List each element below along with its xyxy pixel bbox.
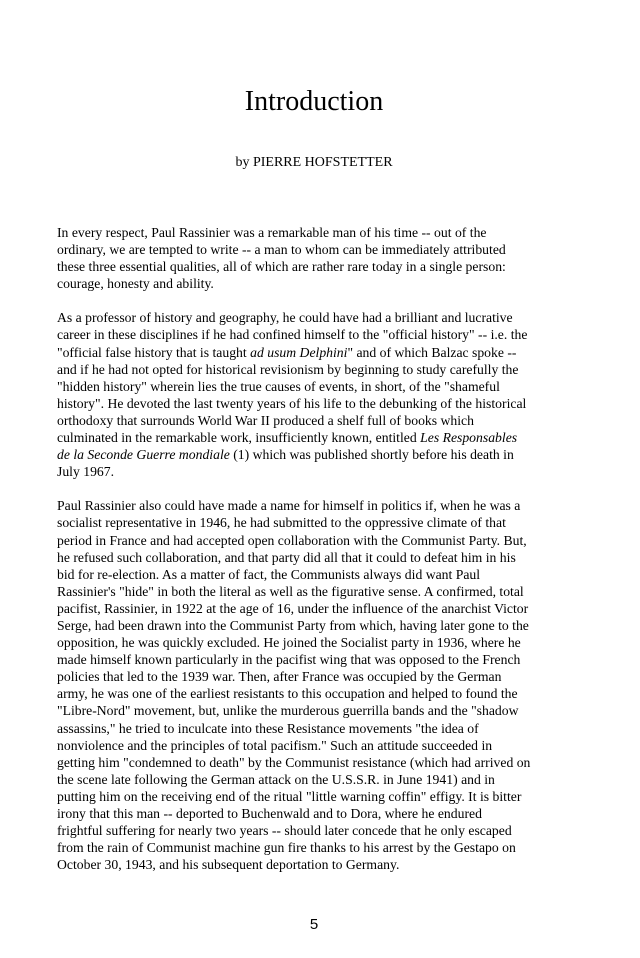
text-segment: Paul Rassinier also could have made a name for himself in politics if, when he was a [57, 498, 521, 514]
text-segment: period in France and had accepted open collaboration with the Communist Party. But, [57, 532, 527, 548]
author-byline: by PIERRE HOFSTETTER [235, 155, 393, 170]
text-segment: October 30, 1943, and his subsequent deportation to Germany. [57, 857, 400, 873]
text-line [57, 822, 577, 839]
text-segment: July 1967. [57, 464, 115, 480]
text-segment: army, he was one of the earliest resistants to this occupation and helped to found the [57, 686, 518, 702]
text-segment: "official false history that is taught [57, 344, 251, 360]
text-segment: Serge, had been drawn into the Communist Party from which, having later gone to the [57, 617, 529, 633]
paragraph [57, 309, 577, 480]
text-line [57, 463, 577, 480]
text-line [57, 258, 577, 275]
text-line [57, 429, 577, 446]
text-segment: In every respect, Paul Rassinier was a remarkable man of his time -- out of the [57, 225, 487, 240]
text-line [57, 309, 577, 326]
text-line [57, 720, 577, 737]
text-segment: orthodoxy that surrounds World War II produced a shelf full of books which [57, 412, 474, 428]
text-segment: and if he had not opted for historical revisionism by beginning to study carefully the [57, 361, 519, 377]
text-line [57, 497, 577, 514]
text-segment: " and of which Balzac spoke -- [347, 344, 517, 360]
text-line [57, 378, 577, 395]
body-text [57, 224, 577, 890]
text-segment: getting him "condemned to death" by the Communist resistance (which had arrived on [57, 754, 531, 770]
page-title: Introduction [244, 86, 384, 117]
text-segment: culminated in the remarkable work, insufficiently known, entitled [57, 430, 421, 446]
paragraph [57, 497, 577, 873]
text-segment: putting him on the receiving end of the ritual "little warning coffin" effigy. It is bitter [57, 788, 522, 804]
text-line [57, 754, 577, 771]
text-line [57, 651, 577, 668]
text-segment: (1) which was published shortly before his death in [229, 447, 514, 463]
text-segment: nonviolence and the principles of total pacifism." Such an attitude succeeded in [57, 737, 493, 753]
text-line [57, 344, 577, 361]
page-number: 5 [309, 916, 319, 933]
text-line [57, 702, 577, 719]
text-segment: career in these disciplines if he had confined himself to the "official history" -- i.e. the [57, 327, 528, 343]
text-line [57, 224, 577, 241]
text-segment: policies that led to the 1939 war. Then, after France was occupied by the German [57, 669, 502, 685]
text-segment: made himself known particularly in the pacifist wing that was opposed to the French [57, 652, 521, 668]
italic-text: de la Seconde Guerre mondiale [57, 447, 230, 463]
text-line [57, 634, 577, 651]
text-line [57, 583, 577, 600]
text-segment: "Libre-Nord" movement, but, unlike the murderous guerrilla bands and the "shadow [57, 703, 519, 719]
text-segment: As a professor of history and geography, he could have had a brilliant and lucrative [57, 310, 513, 326]
paragraph [57, 224, 577, 292]
text-segment: opposition, he was quickly excluded. He joined the Socialist party in 1936, where he [57, 635, 521, 651]
text-line [57, 805, 577, 822]
text-line [57, 856, 577, 873]
text-segment: these three essential qualities, all of which are rather rare today in a single person: [57, 259, 506, 275]
italic-text: ad usum Delphini [250, 344, 348, 360]
italic-text: Les Responsables [420, 430, 518, 446]
text-line [57, 446, 577, 463]
text-line [57, 617, 577, 634]
text-line [57, 395, 577, 412]
text-segment: ordinary, we are tempted to write -- a man to whom can be immediately attributed [57, 242, 506, 258]
text-line [57, 275, 577, 292]
text-line [57, 839, 577, 856]
text-segment: assassins," he tried to inculcate into these Resistance movements "the idea of [57, 720, 479, 736]
text-segment: frightful suffering for nearly two years -- should later concede that he only escaped [57, 823, 512, 839]
text-line [57, 788, 577, 805]
text-line [57, 361, 577, 378]
text-segment: "hidden history" wherein lies the true causes of events, in short, of the "shameful [57, 378, 500, 394]
text-segment: Rassinier's "hide" in both the literal as well as the figurative sense. A confirmed, total [57, 583, 524, 599]
text-segment: he refused such collaboration, and that party did all that it could to defeat him in his [57, 549, 516, 565]
text-segment: pacifist, Rassinier, in 1922 at the age of 16, under the influence of the anarchist Victor [57, 600, 529, 616]
text-segment: bid for re-election. As a matter of fact, the Communists always did want Paul [57, 566, 481, 582]
text-segment: irony that this man -- deported to Buchenwald and to Dora, where he endured [57, 806, 482, 821]
text-segment: the scene late following the German attack on the U.S.S.R. in June 1941) and in [57, 771, 495, 787]
text-line [57, 737, 577, 754]
text-line [57, 668, 577, 685]
text-line [57, 326, 577, 343]
text-line [57, 241, 577, 258]
text-line [57, 600, 577, 617]
text-line [57, 685, 577, 702]
text-line [57, 771, 577, 788]
text-line [57, 514, 577, 531]
text-line [57, 412, 577, 429]
text-line [57, 549, 577, 566]
text-segment: socialist representative in 1946, he had submitted to the oppressive climate of that [57, 515, 506, 531]
text-line [57, 532, 577, 549]
text-segment: history". He devoted the last twenty years of his life to the debunking of the historical [57, 395, 527, 411]
text-line [57, 566, 577, 583]
text-segment: from the rain of Communist machine gun fire thanks to his arrest by the Gestapo on [57, 840, 516, 856]
text-segment: courage, honesty and ability. [57, 276, 214, 292]
